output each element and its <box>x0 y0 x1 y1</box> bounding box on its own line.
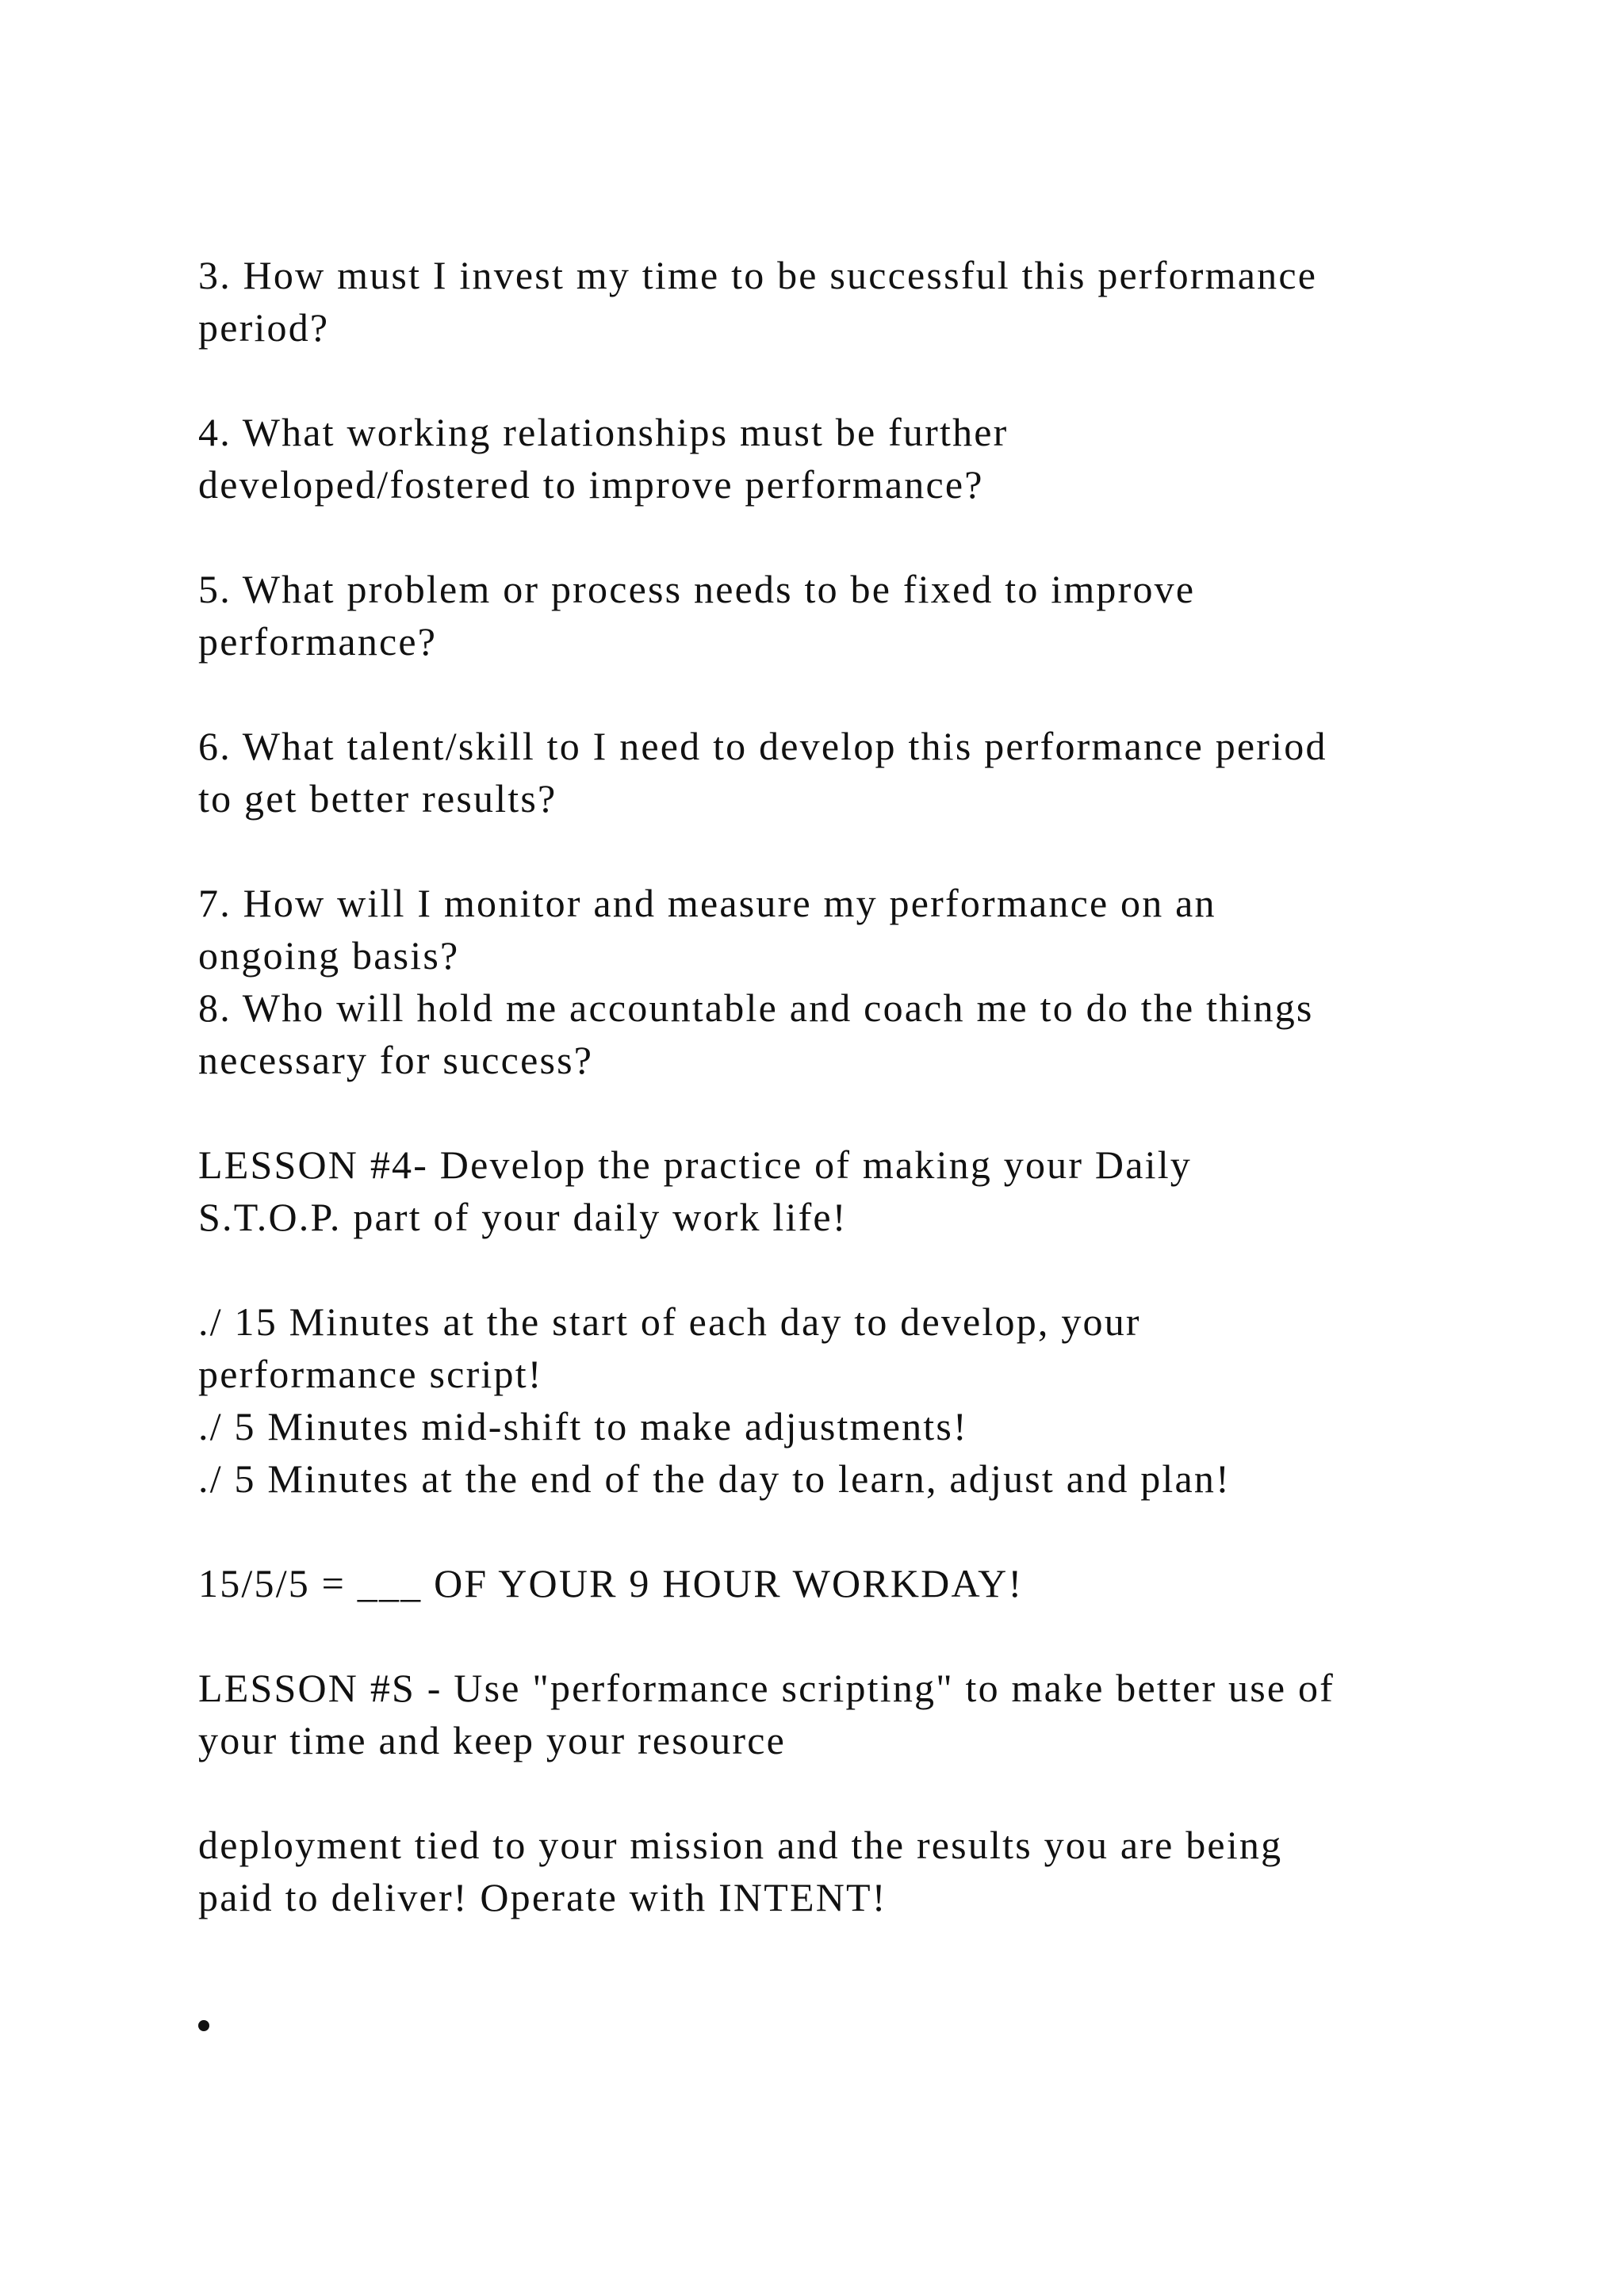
question-5 <box>198 563 1546 668</box>
text-line: 5. What problem or process needs to be fixed to improve <box>198 567 1196 611</box>
document-body <box>198 249 1546 1976</box>
checklist-line: ./ 15 Minutes at the start of each day to develop, your <box>198 1299 1141 1344</box>
text-line: 4. What working relationships must be further <box>198 410 1009 454</box>
text-line: necessary for success? <box>198 1038 594 1082</box>
daily-stop-checklist <box>198 1295 1546 1505</box>
checklist-line: ./ 5 Minutes mid-shift to make adjustments! <box>198 1404 968 1448</box>
lesson-4 <box>198 1138 1546 1243</box>
text-line: 7. How will I monitor and measure my performance on an <box>198 881 1216 925</box>
question-7 <box>198 877 1546 982</box>
text-line: developed/fostered to improve performance? <box>198 462 984 507</box>
checklist-line: performance script! <box>198 1352 543 1396</box>
text-line: 6. What talent/skill to I need to develop this performance period <box>198 724 1327 768</box>
text-line: to get better results? <box>198 776 557 821</box>
lesson-5-continuation <box>198 1819 1546 1923</box>
text-line: 8. Who will hold me accountable and coach me to do the things <box>198 985 1314 1030</box>
workday-equation <box>198 1557 1546 1609</box>
text-line: deployment tied to your mission and the results you are being <box>198 1823 1283 1867</box>
question-3 <box>198 249 1546 354</box>
text-line: LESSON #4- Develop the practice of making your Daily <box>198 1142 1192 1187</box>
question-4 <box>198 406 1546 511</box>
text-line: 15/5/5 = ___ OF YOUR 9 HOUR WORKDAY! <box>198 1561 1024 1605</box>
question-8 <box>198 982 1546 1086</box>
text-line: ongoing basis? <box>198 933 460 978</box>
text-line: S.T.O.P. part of your daily work life! <box>198 1195 848 1239</box>
text-line: paid to deliver! Operate with INTENT! <box>198 1875 887 1919</box>
checklist-line: ./ 5 Minutes at the end of the day to learn, adjust and plan! <box>198 1456 1231 1501</box>
bullet-icon <box>198 2020 209 2031</box>
text-line: performance? <box>198 619 438 664</box>
question-6 <box>198 720 1546 825</box>
text-line: LESSON #S - Use "performance scripting" to make better use of <box>198 1666 1335 1710</box>
lesson-5 <box>198 1662 1546 1766</box>
text-line: your time and keep your resource <box>198 1718 786 1762</box>
text-line: 3. How must I invest my time to be successful this performance <box>198 253 1318 297</box>
text-line: period? <box>198 305 330 350</box>
